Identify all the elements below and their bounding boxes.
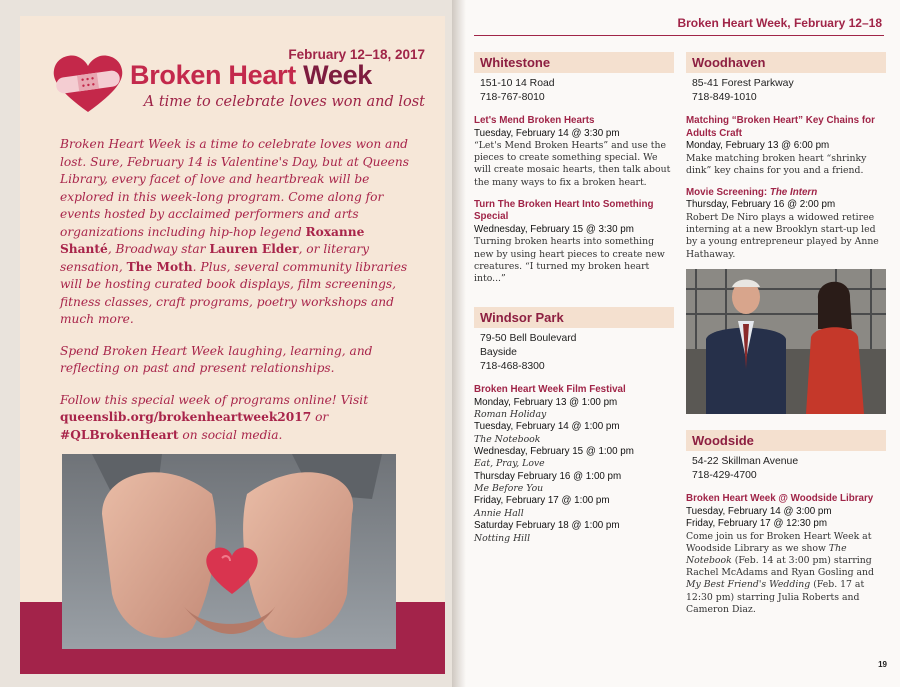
event-title: Turn The Broken Heart Into Something Special [474,198,654,223]
branch-name: Woodside [686,430,886,451]
performer-name: Roxanne Shanté [60,224,365,256]
event-title: Matching “Broken Heart” Key Chains for Adults Craft [686,115,875,139]
branch-name: Woodhaven [686,52,886,73]
title-main: Broken Heart [130,60,296,90]
screening-film: Annie Hall [474,507,524,519]
film-title: The Notebook [686,542,847,566]
event-tagline: A time to celebrate loves won and lost [143,94,425,110]
the-intern-movie-still-photo [686,269,886,414]
screening-date: Saturday February 18 @ 1:00 pm [474,520,620,532]
screening-list [474,397,674,545]
event-description [686,531,886,616]
desc-text-a: Come join us for Broken Heart Week at Woodside Library as we show [686,530,872,554]
branch-phone: 718-429-4700 [692,470,757,481]
screening-film: The Notebook [474,433,541,445]
desc-text-c: (Feb. 17 at 12:30 pm) starring Julia Roberts and Cameron Diaz. [686,579,865,615]
event-date: Monday, February 13 @ 6:00 pm [686,140,830,151]
event-title: Broken Heart Week @ Woodside Library [686,493,874,504]
desc-text-b: (Feb. 14 at 3:00 pm) starring Rachel McAdams and Ryan Gosling and [686,554,874,579]
performer-name: The Moth [126,259,193,274]
event-title [686,187,886,200]
intro-text-c: , or literary sensation, [60,242,370,274]
intro-text-b: , Broadway star [107,242,210,256]
intro-text-f: or [311,410,329,424]
branch-address: 79-50 Bell Boulevard [480,333,577,344]
hands-holding-heart-photo [62,454,396,649]
event-date-range: February 12–18, 2017 [288,47,425,62]
website-link[interactable]: queenslib.org/brokenheartweek2017 [60,410,312,424]
woodside-section [686,430,886,616]
intro-text-e: Follow this special week of programs online! Visit [60,392,369,407]
event-date: Friday, February 17 @ 12:30 pm [686,518,827,529]
event-date: Tuesday, February 14 @ 3:00 pm [686,505,832,517]
event-title [130,60,372,91]
branch-address: 54-22 Skillman Avenue [692,456,799,467]
event-title: Let's Mend Broken Hearts [474,115,595,126]
page-number: 19 [878,660,887,669]
branch-name: Windsor Park [474,307,674,328]
event-date: Wednesday, February 15 @ 3:30 pm [474,223,634,235]
intro-text-d: . Plus, several community libraries will be hosting curated book displays, film screenings, fitness classes, craft programs, poetry workshops and much more. [60,259,408,326]
whitestone-section [474,52,674,285]
screening-film: Roman Holiday [474,409,547,420]
event-date: Tuesday, February 14 @ 3:30 pm [474,127,620,139]
screening-date: Thursday February 16 @ 1:00 pm [474,470,622,482]
title-week: Week [303,60,373,90]
intro-text-g: on social media. [178,427,283,442]
header-rule [474,35,884,36]
branch-phone: 718-767-8010 [480,92,545,103]
screening-film: Notting Hill [474,532,531,544]
event-title-prefix: Movie Screening: [686,186,770,198]
branch-name: Whitestone [474,52,674,73]
windsor-park-section [474,307,674,545]
woodhaven-section [686,52,886,419]
event-title: Broken Heart Week Film Festival [474,384,626,395]
screening-date: Tuesday, February 14 @ 1:00 pm [474,421,620,433]
intro-paragraph-1 [60,136,420,329]
intro-paragraph-2: Spend Broken Heart Week laughing, learning, and reflecting on past and present relationships. [60,343,373,375]
screening-date: Wednesday, February 15 @ 1:00 pm [474,445,634,457]
event-description: Robert De Niro plays a widowed retiree interning at a new Brooklyn start-up led by a young entrepreneur played by Anne Hathaway. [686,211,879,260]
page-gutter [452,0,466,687]
running-head: Broken Heart Week, February 12–18 [677,16,882,30]
left-panel [20,16,445,674]
event-date: Thursday, February 16 @ 2:00 pm [686,199,836,211]
event-description: “Let's Mend Broken Hearts” and use the pieces to create something special. We will create mosaic hearts, then talk about the many ways to fix a broken heart. [474,140,671,188]
film-title: My Best Friend's Wedding [686,579,811,591]
event-description: Make matching broken heart “shrinky dink” key chains for you and a friend. [686,152,867,176]
hashtag: #QLBrokenHeart [60,427,179,442]
branch-address: 85-41 Forest Parkway [692,78,794,89]
screening-date: Monday, February 13 @ 1:00 pm [474,396,618,408]
bandaged-heart-icon [50,52,126,116]
screening-date: Friday, February 17 @ 1:00 pm [474,495,610,507]
screening-film: Eat, Pray, Love [474,458,545,470]
intro-paragraph-3 [60,392,420,445]
branch-neighborhood: Bayside [480,347,517,358]
branch-phone: 718-849-1010 [692,92,757,103]
branch-address: 151-10 14 Road [480,78,555,89]
branch-phone: 718-468-8300 [480,361,545,372]
screening-film: Me Before You [474,483,544,495]
intro-text-a: Broken Heart Week is a time to celebrate loves won and lost. Sure, February 14 is Valentine's Day, but at Queens Library, every facet of love and heartbreak will be explored in this week-long program. Come along for events hosted by acclaimed performers and arts organizations including hip-hop legend [60,137,409,239]
event-description: Turning broken hearts into something new by using heart pieces to create new creatures. “I turned my broken heart into...” [474,236,665,284]
performer-name: Lauren Elder [209,242,299,256]
intro-text [60,136,420,444]
event-title-film: The Intern [769,186,818,198]
